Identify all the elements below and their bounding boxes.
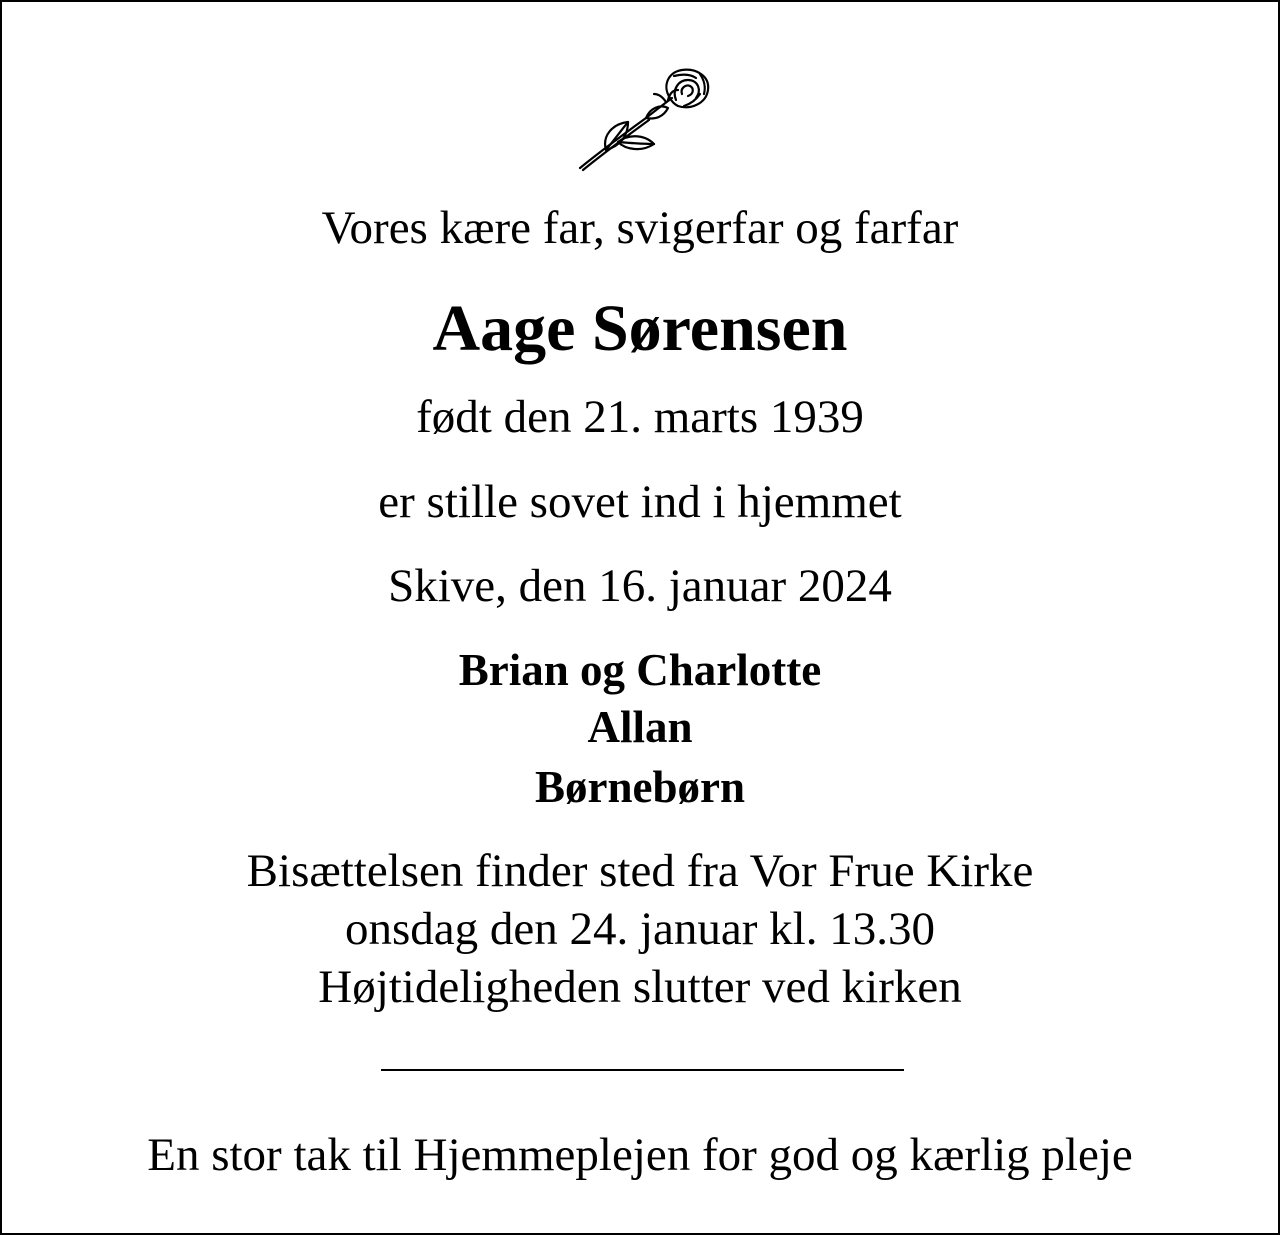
family-member-2: Allan (587, 702, 693, 752)
family-member-1: Brian og Charlotte (458, 645, 822, 695)
rose-icon (572, 64, 716, 174)
divider-line (381, 1069, 904, 1071)
place-and-date: Skive, den 16. januar 2024 (388, 560, 892, 612)
family-member-3: Børnebørn (534, 762, 745, 812)
funeral-info-line-3: Højtideligheden slutter ved kirken (318, 961, 962, 1013)
funeral-info-line-2: onsdag den 24. januar kl. 13.30 (344, 903, 935, 955)
intro-line: Vores kære far, svigerfar og farfar (321, 202, 959, 254)
deceased-name: Aage Sørensen (432, 292, 848, 365)
funeral-info-line-1: Bisættelsen finder sted fra Vor Frue Kirke (246, 845, 1034, 897)
passing-statement: er stille sovet ind i hjemmet (378, 476, 902, 528)
birth-date: født den 21. marts 1939 (416, 391, 864, 443)
thanks-line: En stor tak til Hjemmeplejen for god og kærlig pleje (147, 1129, 1133, 1181)
